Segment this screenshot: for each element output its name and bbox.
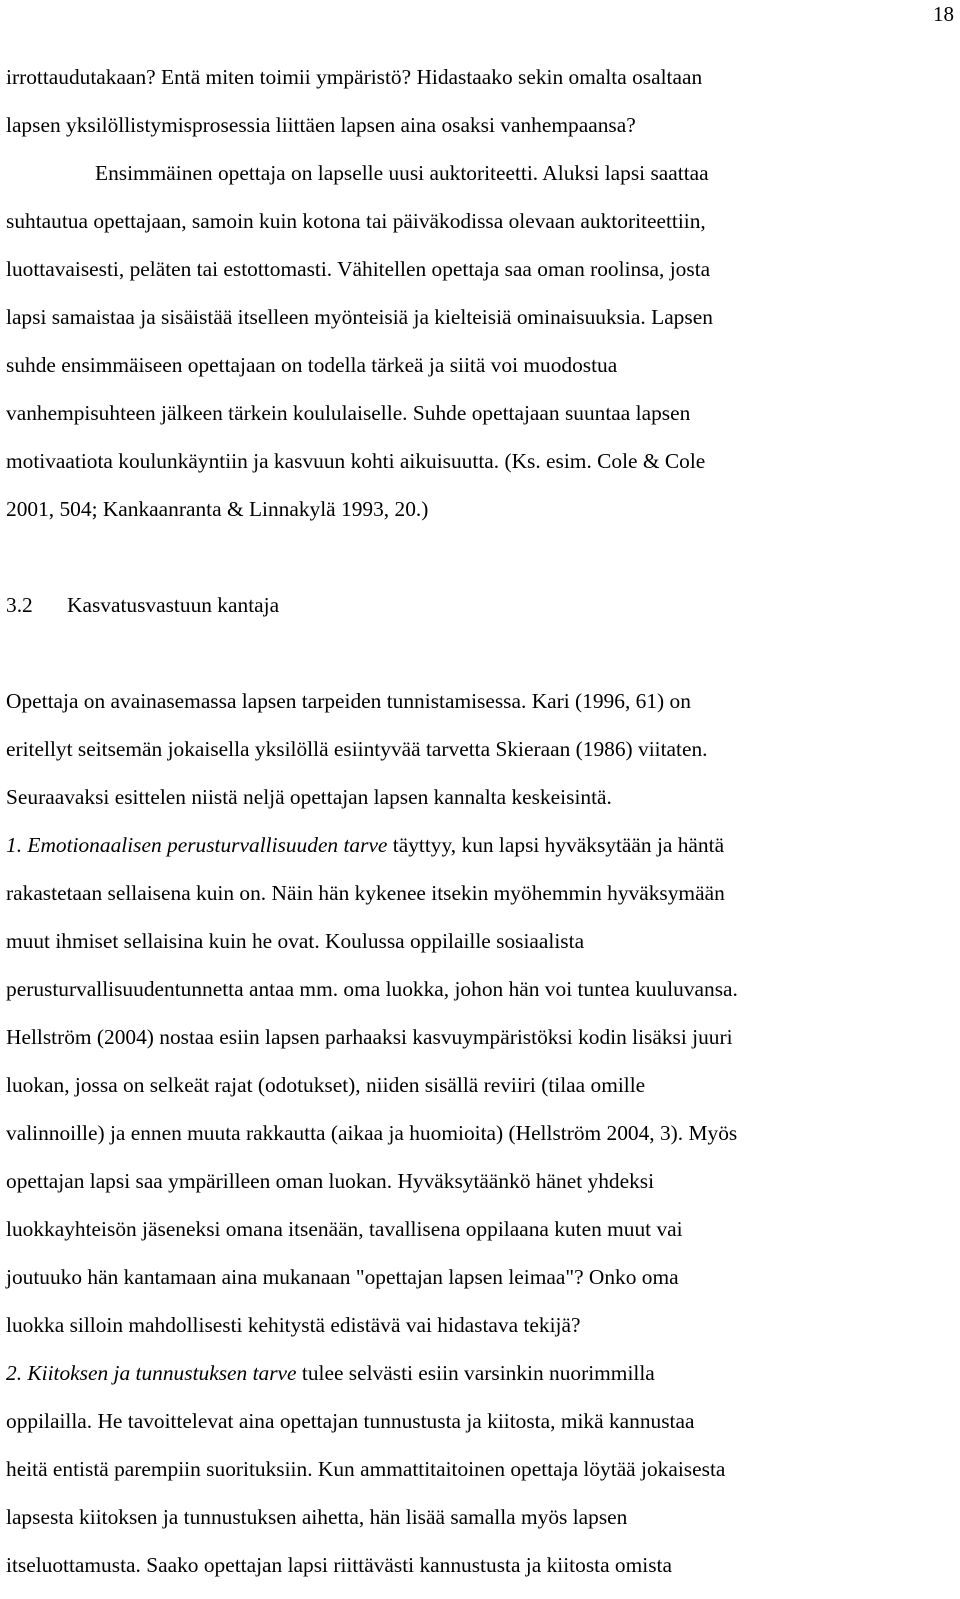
text-line: luottavaisesti, peläten tai estottomasti. Vähitellen opettaja saa oman roolinsa, josta	[6, 257, 711, 281]
document-body	[6, 53, 946, 1589]
text-line: itseluottamusta. Saako opettajan lapsi riittävästi kannustusta ja kiitosta omista	[6, 1553, 672, 1577]
need-2-title: 2. Kiitoksen ja tunnustuksen tarve	[6, 1361, 297, 1385]
need-1-text: täyttyy, kun lapsi hyväksytään ja häntä	[387, 833, 725, 857]
need-2-text: tulee selvästi esiin varsinkin nuorimmilla	[296, 1361, 655, 1385]
paragraph-need-2	[6, 1349, 946, 1589]
text-line: oppilailla. He tavoittelevat aina opettajan tunnustusta ja kiitosta, mikä kannustaa	[6, 1409, 695, 1433]
text-line: 2001, 504; Kankaanranta & Linnakylä 1993, 20.)	[6, 497, 429, 521]
text-line: luokan, jossa on selkeät rajat (odotukset), niiden sisällä reviiri (tilaa omille	[6, 1073, 646, 1097]
text-line	[6, 1349, 946, 1397]
text-line: muut ihmiset sellaisina kuin he ovat. Koulussa oppilaille sosiaalista	[6, 929, 585, 953]
text-line: Ensimmäinen opettaja on lapselle uusi auktoriteetti. Aluksi lapsi saattaa	[95, 161, 709, 185]
text-line: valinnoille) ja ennen muuta rakkautta (aikaa ja huomioita) (Hellström 2004, 3). Myös	[6, 1121, 738, 1145]
text-line: heitä entistä parempiin suorituksiin. Kun ammattitaitoinen opettaja löytää jokaisesta	[6, 1457, 726, 1481]
section-title: Kasvatusvastuun kantaja	[67, 593, 280, 617]
page-number: 18	[933, 2, 954, 26]
section-heading	[6, 581, 946, 629]
text-line: lapsesta kiitoksen ja tunnustuksen aihetta, hän lisää samalla myös lapsen	[6, 1505, 628, 1529]
text-line: luokkayhteisön jäseneksi omana itsenään, tavallisena oppilaana kuten muut vai	[6, 1217, 683, 1241]
text-line: Hellström (2004) nostaa esiin lapsen parhaaksi kasvuympäristöksi kodin lisäksi juuri	[6, 1025, 733, 1049]
text-line: opettajan lapsi saa ympärilleen oman luokan. Hyväksytäänkö hänet yhdeksi	[6, 1169, 655, 1193]
text-line: Seuraavaksi esittelen niistä neljä opettajan lapsen kannalta keskeisintä.	[6, 785, 612, 809]
text-line: joutuuko hän kantamaan aina mukanaan "opettajan lapsen leimaa"? Onko oma	[6, 1265, 679, 1289]
text-line: Opettaja on avainasemassa lapsen tarpeiden tunnistamisessa. Kari (1996, 61) on	[6, 689, 691, 713]
text-line: motivaatiota koulunkäyntiin ja kasvuun kohti aikuisuutta. (Ks. esim. Cole & Cole	[6, 449, 706, 473]
text-line: suhde ensimmäiseen opettajaan on todella tärkeä ja siitä voi muodostua	[6, 353, 618, 377]
text-line: luokka silloin mahdollisesti kehitystä edistävä vai hidastava tekijä?	[6, 1313, 581, 1337]
paragraph-needs	[6, 677, 946, 821]
text-line: vanhempisuhteen jälkeen tärkein koululaiselle. Suhde opettajaan suuntaa lapsen	[6, 401, 691, 425]
text-line: rakastetaan sellaisena kuin on. Näin hän kykenee itsekin myöhemmin hyväksymään	[6, 881, 725, 905]
text-line: suhtautua opettajaan, samoin kuin kotona tai päiväkodissa olevaan auktoriteettiin,	[6, 209, 706, 233]
section-number: 3.2	[6, 593, 33, 617]
text-line: lapsi samaistaa ja sisäistää itselleen myönteisiä ja kielteisiä ominaisuuksia. Lapsen	[6, 305, 713, 329]
paragraph-intro	[6, 53, 946, 533]
text-line: perusturvallisuudentunnetta antaa mm. oma luokka, johon hän voi tuntea kuuluvansa.	[6, 977, 738, 1001]
text-line: lapsen yksilöllistymisprosessia liittäen lapsen aina osaksi vanhempaansa?	[6, 113, 636, 137]
text-line	[6, 821, 946, 869]
need-1-title: 1. Emotionaalisen perusturvallisuuden tarve	[6, 833, 388, 857]
paragraph-need-1	[6, 821, 946, 1349]
text-line: irrottaudutakaan? Entä miten toimii ympäristö? Hidastaako sekin omalta osaltaan	[6, 65, 703, 89]
text-line: eritellyt seitsemän jokaisella yksilöllä esiintyvää tarvetta Skieraan (1986) viitaten.	[6, 737, 708, 761]
